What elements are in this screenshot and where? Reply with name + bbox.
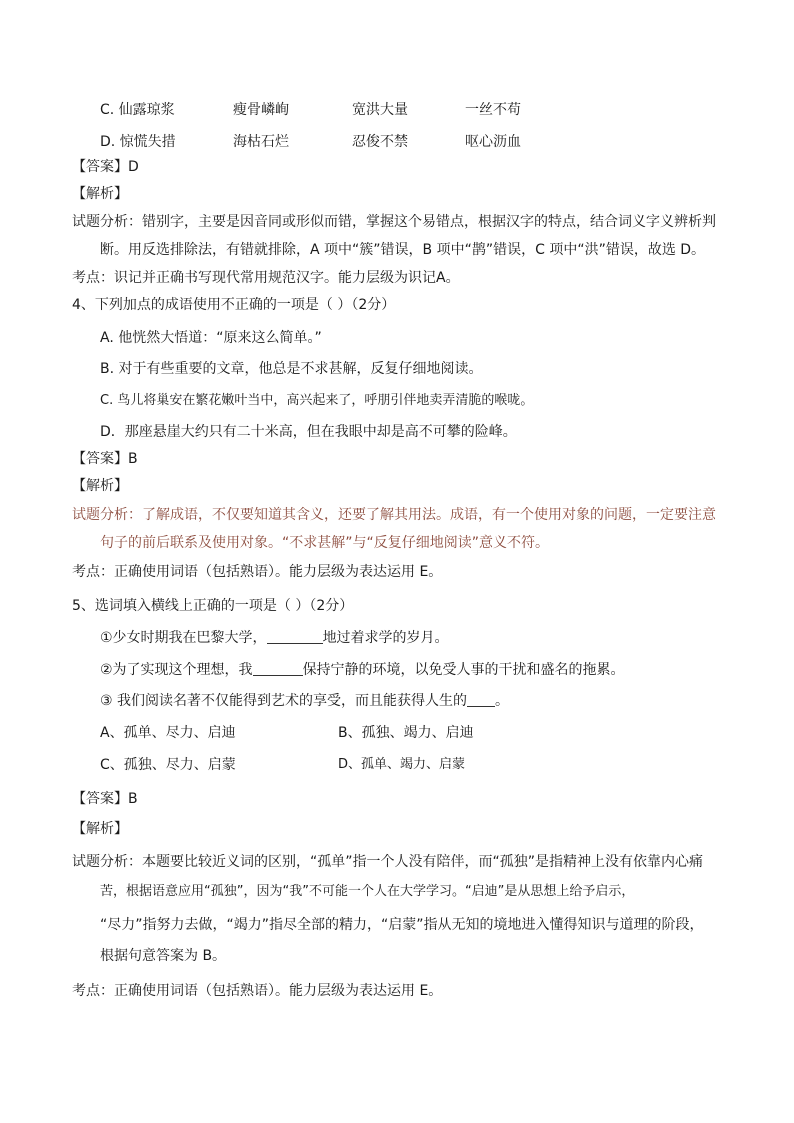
q4-stem: 4、下列加点的成语使用不正确的一项是（ ）（2分）: [72, 297, 396, 313]
q5-answer: 【答案】B: [72, 791, 138, 807]
q3-option-c-w1: C. 仙露琼浆: [100, 102, 175, 118]
q4-analysis-label: 【解析】: [72, 478, 128, 494]
q5-option-c: C、孤独、尽力、启蒙: [100, 757, 236, 773]
q4-option-b: B. 对于有些重要的文章，他总是不求甚解，反复仔细地阅读。: [100, 361, 483, 377]
q5-option-b: B、孤独、竭力、启迪: [338, 725, 474, 741]
q5-analysis-line-2: 苦，根据语意应用“孤独”，因为“我”不可能一个人在大学学习。“启迪”是从思想上给予启示，: [100, 884, 635, 899]
q4-option-c: C. 鸟儿将巢安在繁花嫩叶当中，高兴起来了，呼朋引伴地卖弄清脆的喉咙。: [100, 393, 534, 408]
q4-analysis-line-1: 试题分析：了解成语，不仅要知道其含义，还要了解其用法。成语，有一个使用对象的问题，一定要注意: [72, 507, 716, 523]
q5-sentence-2-post: 保持宁静的环境，以免受人事的干扰和盛名的拖累。: [302, 662, 625, 678]
q5-sentence-3-post: 。: [495, 693, 509, 709]
q4-option-d: D．那座悬崖大约只有二十米高，但在我眼中却是高不可攀的险峰。: [100, 424, 517, 440]
q4-analysis-line-2: 句子的前后联系及使用对象。“不求甚解”与“反复仔细地阅读”意义不符。: [100, 535, 550, 551]
q5-stem: 5、选词填入横线上正确的一项是（ ）（2分）: [72, 598, 354, 614]
q3-kaodian: 考点：识记并正确书写现代常用规范汉字。能力层级为识记A。: [72, 270, 460, 286]
q3-option-c-w2: 瘦骨嶙峋: [233, 102, 289, 118]
q4-kaodian: 考点：正确使用词语（包括熟语）。能力层级为表达运用 E。: [72, 564, 443, 580]
q3-analysis-line-2: 断。用反选排除法，有错就排除，A 项中“簇”错误，B 项中“鹊”错误，C 项中“洪”错误，故选 D。: [100, 242, 706, 258]
q3-analysis-line-1: 试题分析：错别字，主要是因音同或形似而错，掌握这个易错点，根据汉字的特点，结合词义字义辨析判: [72, 214, 716, 230]
q5-analysis-line-4: 根据句意答案为 B。: [100, 948, 227, 964]
q5-option-d: D、孤单、竭力、启蒙: [338, 757, 466, 772]
q3-option-d-w1: D. 惊慌失措: [100, 134, 176, 150]
q5-blank-1: [267, 629, 323, 644]
q5-sentence-1: [100, 629, 449, 647]
q5-option-a: A、孤单、尽力、启迪: [100, 725, 236, 741]
q5-sentence-2-pre: ②为了实现这个理想，我: [100, 662, 253, 678]
q5-sentence-2: [100, 661, 625, 679]
q4-answer: 【答案】B: [72, 451, 138, 467]
q3-option-d-w2: 海枯石烂: [233, 134, 289, 150]
q5-kaodian: 考点：正确使用词语（包括熟语）。能力层级为表达运用 E。: [72, 983, 443, 999]
q5-sentence-1-pre: ①少女时期我在巴黎大学，: [100, 630, 267, 646]
q5-sentence-1-post: 地过着求学的岁月。: [322, 630, 449, 646]
q3-option-d-w4: 呕心沥血: [465, 134, 521, 150]
q5-analysis-label: 【解析】: [72, 821, 128, 837]
q3-option-d-w3: 忍俊不禁: [352, 134, 408, 150]
q3-analysis-label: 【解析】: [72, 186, 128, 202]
q5-analysis-line-3: “尽力”指努力去做，“竭力”指尽全部的精力，“启蒙”指从无知的境地进入懂得知识与道理的阶段，: [100, 917, 704, 933]
q3-option-c-w4: 一丝不苟: [465, 102, 521, 118]
q3-option-c-w3: 宽洪大量: [352, 102, 408, 118]
q5-sentence-3: [100, 692, 509, 710]
q5-blank-2: [253, 661, 303, 676]
q5-blank-3: [467, 692, 495, 707]
q3-answer: 【答案】D: [72, 159, 139, 175]
q5-analysis-line-1: 试题分析：本题要比较近义词的区别，“孤单”指一个人没有陪伴，而“孤独”是指精神上没有依靠内心痛: [72, 854, 704, 870]
q5-sentence-3-pre: ③ 我们阅读名著不仅能得到艺术的享受，而且能获得人生的: [100, 693, 467, 709]
q4-option-a: A. 他恍然大悟道：“原来这么简单。”: [100, 330, 322, 346]
